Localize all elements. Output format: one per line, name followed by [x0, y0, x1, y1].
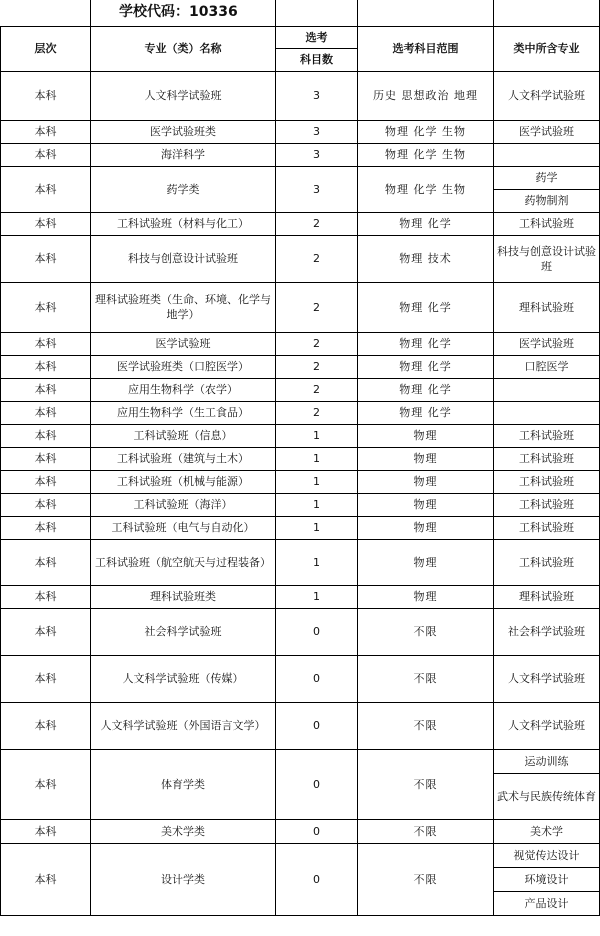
subject-count-cell: 3 — [276, 120, 358, 143]
subject-count-cell: 2 — [276, 282, 358, 332]
level-cell: 本科 — [1, 71, 91, 120]
header-included: 类中所含专业 — [494, 26, 600, 71]
subject-count-cell: 3 — [276, 71, 358, 120]
level-cell: 本科 — [1, 424, 91, 447]
subject-count-cell: 0 — [276, 843, 358, 915]
major-name-cell: 工科试验班（电气与自动化） — [91, 516, 276, 539]
level-cell: 本科 — [1, 493, 91, 516]
level-cell: 本科 — [1, 539, 91, 585]
subject-count-cell: 1 — [276, 424, 358, 447]
major-name-cell: 社会科学试验班 — [91, 608, 276, 655]
level-cell: 本科 — [1, 516, 91, 539]
included-major-cell: 美术学 — [494, 819, 600, 843]
included-major-cell: 药物制剂 — [494, 189, 600, 212]
included-major-cell: 工科试验班 — [494, 470, 600, 493]
major-name-cell: 工科试验班（材料与化工） — [91, 212, 276, 235]
table-row — [1, 332, 600, 355]
subject-range-cell: 物理 化学 生物 — [358, 143, 494, 166]
major-name-cell: 药学类 — [91, 166, 276, 212]
major-name-cell: 人文科学试验班 — [91, 71, 276, 120]
included-major-cell: 人文科学试验班 — [494, 71, 600, 120]
table-row — [1, 493, 600, 516]
subject-range-cell: 物理 化学 生物 — [358, 166, 494, 212]
major-name-cell: 工科试验班（海洋） — [91, 493, 276, 516]
table-row — [1, 702, 600, 749]
table-row — [1, 749, 600, 773]
major-name-cell: 设计学类 — [91, 843, 276, 915]
level-cell: 本科 — [1, 702, 91, 749]
table-row — [1, 282, 600, 332]
table-row — [1, 819, 600, 843]
table-row — [1, 212, 600, 235]
major-name-cell: 应用生物科学（农学） — [91, 378, 276, 401]
major-name-cell: 工科试验班（机械与能源） — [91, 470, 276, 493]
included-major-cell: 工科试验班 — [494, 424, 600, 447]
subject-range-cell: 物理 — [358, 470, 494, 493]
blank-header-cell — [358, 0, 494, 26]
major-name-cell: 医学试验班类（口腔医学） — [91, 355, 276, 378]
included-major-cell: 环境设计 — [494, 867, 600, 891]
subject-range-cell: 不限 — [358, 608, 494, 655]
subject-count-cell: 0 — [276, 819, 358, 843]
table-row — [1, 516, 600, 539]
included-major-cell: 医学试验班 — [494, 332, 600, 355]
table-row — [1, 843, 600, 867]
subject-range-cell: 不限 — [358, 702, 494, 749]
major-name-cell: 人文科学试验班（外国语言文学） — [91, 702, 276, 749]
major-name-cell: 工科试验班（建筑与土木） — [91, 447, 276, 470]
level-cell: 本科 — [1, 401, 91, 424]
included-major-cell: 武术与民族传统体育 — [494, 773, 600, 819]
table-row — [1, 655, 600, 702]
included-major-cell: 工科试验班 — [494, 447, 600, 470]
subject-range-cell: 物理 化学 — [358, 332, 494, 355]
included-major-cell: 口腔医学 — [494, 355, 600, 378]
subject-range-cell: 物理 — [358, 424, 494, 447]
table-row — [1, 424, 600, 447]
table-row — [1, 470, 600, 493]
included-major-cell: 医学试验班 — [494, 120, 600, 143]
included-major-cell: 视觉传达设计 — [494, 843, 600, 867]
level-cell: 本科 — [1, 120, 91, 143]
subject-range-cell: 物理 — [358, 516, 494, 539]
header-count-bottom: 科目数 — [276, 48, 358, 71]
included-major-cell: 社会科学试验班 — [494, 608, 600, 655]
subject-range-cell: 物理 化学 — [358, 401, 494, 424]
level-cell: 本科 — [1, 355, 91, 378]
subject-range-cell: 物理 化学 — [358, 282, 494, 332]
major-name-cell: 应用生物科学（生工食品） — [91, 401, 276, 424]
subject-count-cell: 1 — [276, 516, 358, 539]
table-row — [1, 120, 600, 143]
included-major-cell: 运动训练 — [494, 749, 600, 773]
level-cell: 本科 — [1, 282, 91, 332]
level-cell: 本科 — [1, 212, 91, 235]
table-row — [1, 355, 600, 378]
included-major-cell — [494, 143, 600, 166]
included-major-cell — [494, 378, 600, 401]
included-major-cell: 人文科学试验班 — [494, 702, 600, 749]
level-cell: 本科 — [1, 470, 91, 493]
school-code-row — [1, 0, 600, 26]
header-level: 层次 — [1, 26, 91, 71]
level-cell: 本科 — [1, 585, 91, 608]
level-cell: 本科 — [1, 749, 91, 819]
included-major-cell: 工科试验班 — [494, 516, 600, 539]
major-name-cell: 医学试验班 — [91, 332, 276, 355]
subject-count-cell: 2 — [276, 332, 358, 355]
subject-count-cell: 3 — [276, 166, 358, 212]
subject-count-cell: 0 — [276, 702, 358, 749]
subject-range-cell: 物理 化学 生物 — [358, 120, 494, 143]
subject-range-cell: 历史 思想政治 地理 — [358, 71, 494, 120]
subject-count-cell: 2 — [276, 378, 358, 401]
included-major-cell: 工科试验班 — [494, 493, 600, 516]
level-cell: 本科 — [1, 819, 91, 843]
subject-count-cell: 2 — [276, 235, 358, 282]
table-row — [1, 166, 600, 189]
major-name-cell: 工科试验班（信息） — [91, 424, 276, 447]
table-row — [1, 378, 600, 401]
included-major-cell: 工科试验班 — [494, 539, 600, 585]
table-row — [1, 143, 600, 166]
included-major-cell: 人文科学试验班 — [494, 655, 600, 702]
major-name-cell: 科技与创意设计试验班 — [91, 235, 276, 282]
level-cell: 本科 — [1, 332, 91, 355]
subject-range-cell: 不限 — [358, 819, 494, 843]
subject-range-cell: 物理 化学 — [358, 212, 494, 235]
level-cell: 本科 — [1, 166, 91, 212]
included-major-cell: 理科试验班 — [494, 282, 600, 332]
table-row — [1, 71, 600, 120]
included-major-cell: 药学 — [494, 166, 600, 189]
included-major-cell — [494, 401, 600, 424]
subject-count-cell: 1 — [276, 539, 358, 585]
subject-count-cell: 1 — [276, 493, 358, 516]
subject-range-cell: 物理 — [358, 585, 494, 608]
header-range: 选考科目范围 — [358, 26, 494, 71]
table-row — [1, 447, 600, 470]
level-cell: 本科 — [1, 143, 91, 166]
major-name-cell: 理科试验班类 — [91, 585, 276, 608]
subject-range-cell: 物理 — [358, 493, 494, 516]
major-name-cell: 美术学类 — [91, 819, 276, 843]
included-major-cell: 理科试验班 — [494, 585, 600, 608]
subject-count-cell: 1 — [276, 585, 358, 608]
blank-corner-cell — [1, 0, 91, 26]
subject-range-cell: 不限 — [358, 655, 494, 702]
subject-range-cell: 物理 化学 — [358, 378, 494, 401]
subject-count-cell: 0 — [276, 655, 358, 702]
subject-count-cell: 0 — [276, 608, 358, 655]
major-name-cell: 人文科学试验班（传媒） — [91, 655, 276, 702]
subject-range-cell: 物理 — [358, 447, 494, 470]
major-name-cell: 理科试验班类（生命、环境、化学与地学） — [91, 282, 276, 332]
level-cell: 本科 — [1, 843, 91, 915]
subject-range-cell: 物理 化学 — [358, 355, 494, 378]
level-cell: 本科 — [1, 608, 91, 655]
header-row — [1, 26, 600, 48]
table-row — [1, 585, 600, 608]
level-cell: 本科 — [1, 378, 91, 401]
subject-count-cell: 1 — [276, 447, 358, 470]
subject-range-cell: 物理 — [358, 539, 494, 585]
subject-count-cell: 2 — [276, 355, 358, 378]
major-name-cell: 体育学类 — [91, 749, 276, 819]
subject-range-cell: 不限 — [358, 843, 494, 915]
table-row — [1, 401, 600, 424]
header-count-top: 选考 — [276, 26, 358, 48]
major-name-cell: 工科试验班（航空航天与过程装备） — [91, 539, 276, 585]
level-cell: 本科 — [1, 447, 91, 470]
included-major-cell: 工科试验班 — [494, 212, 600, 235]
subject-count-cell: 3 — [276, 143, 358, 166]
subject-count-cell: 2 — [276, 212, 358, 235]
header-major: 专业（类）名称 — [91, 26, 276, 71]
blank-header-cell — [494, 0, 600, 26]
blank-header-cell — [276, 0, 358, 26]
major-name-cell: 医学试验班类 — [91, 120, 276, 143]
table-row — [1, 539, 600, 585]
level-cell: 本科 — [1, 655, 91, 702]
subject-range-cell: 物理 技术 — [358, 235, 494, 282]
included-major-cell: 产品设计 — [494, 891, 600, 915]
table-row — [1, 235, 600, 282]
subject-count-cell: 1 — [276, 470, 358, 493]
school-code: 学校代码：10336 — [91, 0, 276, 26]
major-name-cell: 海洋科学 — [91, 143, 276, 166]
subject-count-cell: 0 — [276, 749, 358, 819]
subject-range-cell: 不限 — [358, 749, 494, 819]
subject-count-cell: 2 — [276, 401, 358, 424]
included-major-cell: 科技与创意设计试验班 — [494, 235, 600, 282]
table-row — [1, 608, 600, 655]
level-cell: 本科 — [1, 235, 91, 282]
